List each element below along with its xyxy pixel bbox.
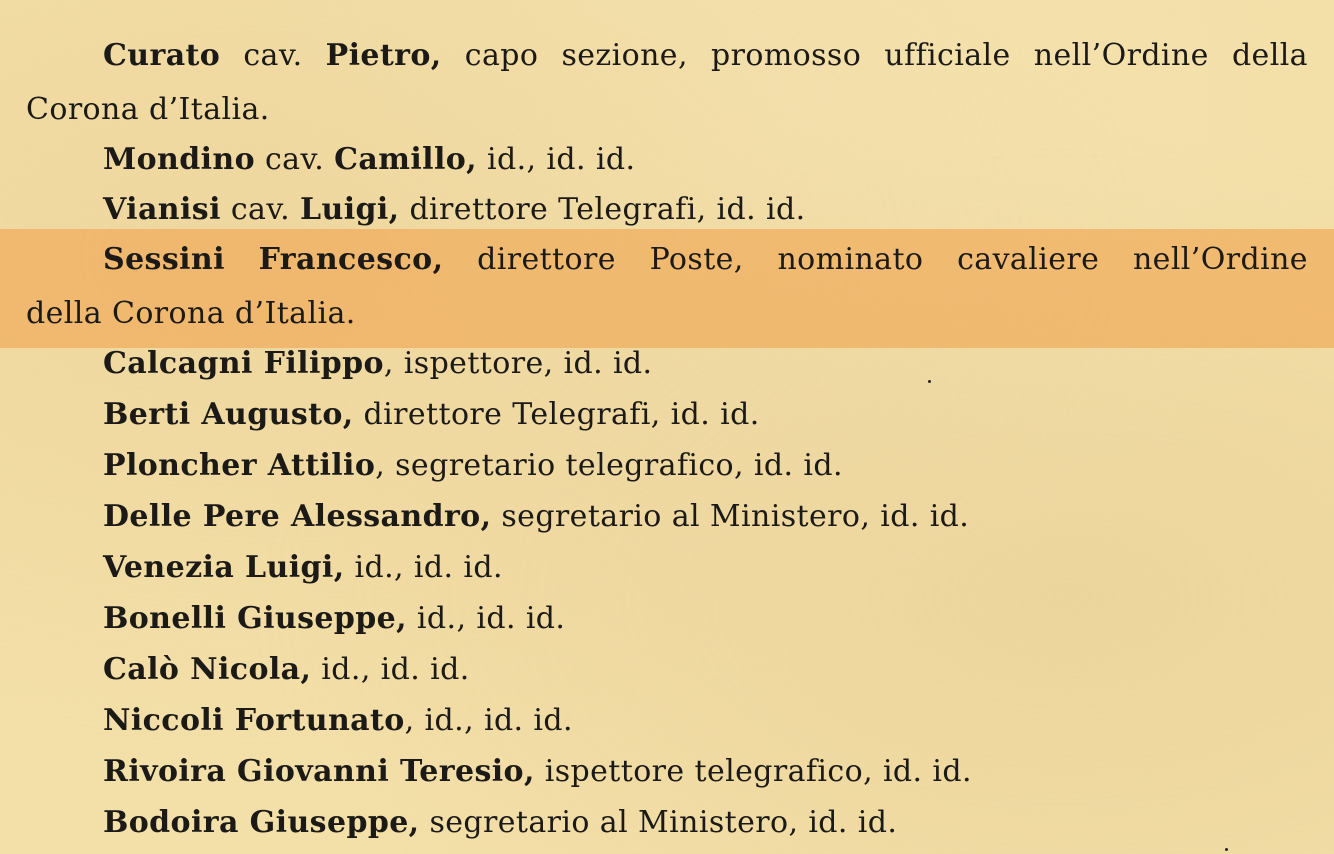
word: Pietro, <box>325 38 442 73</box>
word: Poste, <box>649 242 744 277</box>
word: ufficiale <box>884 38 1011 73</box>
entry-detail: , segretario telegrafico, id. id. <box>375 448 843 483</box>
person-name: Delle Pere Alessandro, <box>103 499 492 534</box>
word: cavaliere <box>957 242 1100 277</box>
entry-detail: segretario al Ministero, id. id. <box>419 805 898 840</box>
entry-curato-line1 <box>0 38 1334 74</box>
word: nominato <box>777 242 924 277</box>
entry-calcagni <box>0 346 1334 382</box>
entry-vianisi <box>0 192 1334 228</box>
word: promosso <box>711 38 862 73</box>
honorific: cav. <box>255 142 335 177</box>
entry-venezia <box>0 550 1334 586</box>
person-name: Niccoli Fortunato <box>103 703 405 738</box>
entry-calo <box>0 652 1334 688</box>
entry-niccoli <box>0 703 1334 739</box>
entry-detail: direttore Telegrafi, id. id. <box>399 192 806 227</box>
entry-detail: , ispettore, id. id. <box>383 346 653 381</box>
surname: Vianisi <box>103 192 221 227</box>
word: capo <box>464 38 539 73</box>
entry-sessini-line2 <box>0 296 1334 332</box>
entry-berti <box>0 397 1334 433</box>
word: Francesco, <box>258 242 444 277</box>
entry-ploncher <box>0 448 1334 484</box>
entry-curato-line2 <box>0 92 1334 128</box>
word: Curato <box>103 38 221 73</box>
word: nell’Ordine <box>1132 242 1308 277</box>
entry-detail: ispettore telegrafico, id. id. <box>534 754 972 789</box>
entry-detail: id., id. id. <box>407 601 566 636</box>
entry-detail: id., id. id. <box>344 550 503 585</box>
entry-mondino <box>0 142 1334 178</box>
honorific: cav. <box>220 192 300 227</box>
continuation-text: Corona d’Italia. <box>26 92 270 127</box>
entry-delle-pere <box>0 499 1334 535</box>
paper-speck <box>1225 848 1228 851</box>
entry-sessini-line1 <box>0 242 1334 278</box>
surname: Mondino <box>103 142 256 177</box>
entry-detail: segretario al Ministero, id. id. <box>491 499 970 534</box>
continuation-text: della Corona d’Italia. <box>26 296 356 331</box>
word: direttore <box>477 242 616 277</box>
entry-bodoira <box>0 805 1334 841</box>
given-name: Camillo, <box>334 142 478 177</box>
person-name: Bonelli Giuseppe, <box>103 601 407 636</box>
word: cav. <box>243 38 303 73</box>
word: Sessini <box>103 242 225 277</box>
entry-detail: id., id. id. <box>311 652 470 687</box>
entry-detail: , id., id. id. <box>404 703 573 738</box>
person-name: Calò Nicola, <box>103 652 312 687</box>
given-name: Luigi, <box>299 192 400 227</box>
word: della <box>1231 38 1308 73</box>
person-name: Calcagni Filippo <box>103 346 384 381</box>
person-name: Berti Augusto, <box>103 397 354 432</box>
person-name: Rivoira Giovanni Teresio, <box>103 754 535 789</box>
person-name: Bodoira Giuseppe, <box>103 805 420 840</box>
entry-detail: id., id. id. <box>477 142 636 177</box>
person-name: Venezia Luigi, <box>103 550 345 585</box>
word: sezione, <box>561 38 688 73</box>
paper-speck <box>928 380 931 383</box>
entry-detail: direttore Telegrafi, id. id. <box>353 397 760 432</box>
entry-rivoira <box>0 754 1334 790</box>
person-name: Ploncher Attilio <box>103 448 376 483</box>
entry-bonelli <box>0 601 1334 637</box>
word: nell’Ordine <box>1033 38 1209 73</box>
